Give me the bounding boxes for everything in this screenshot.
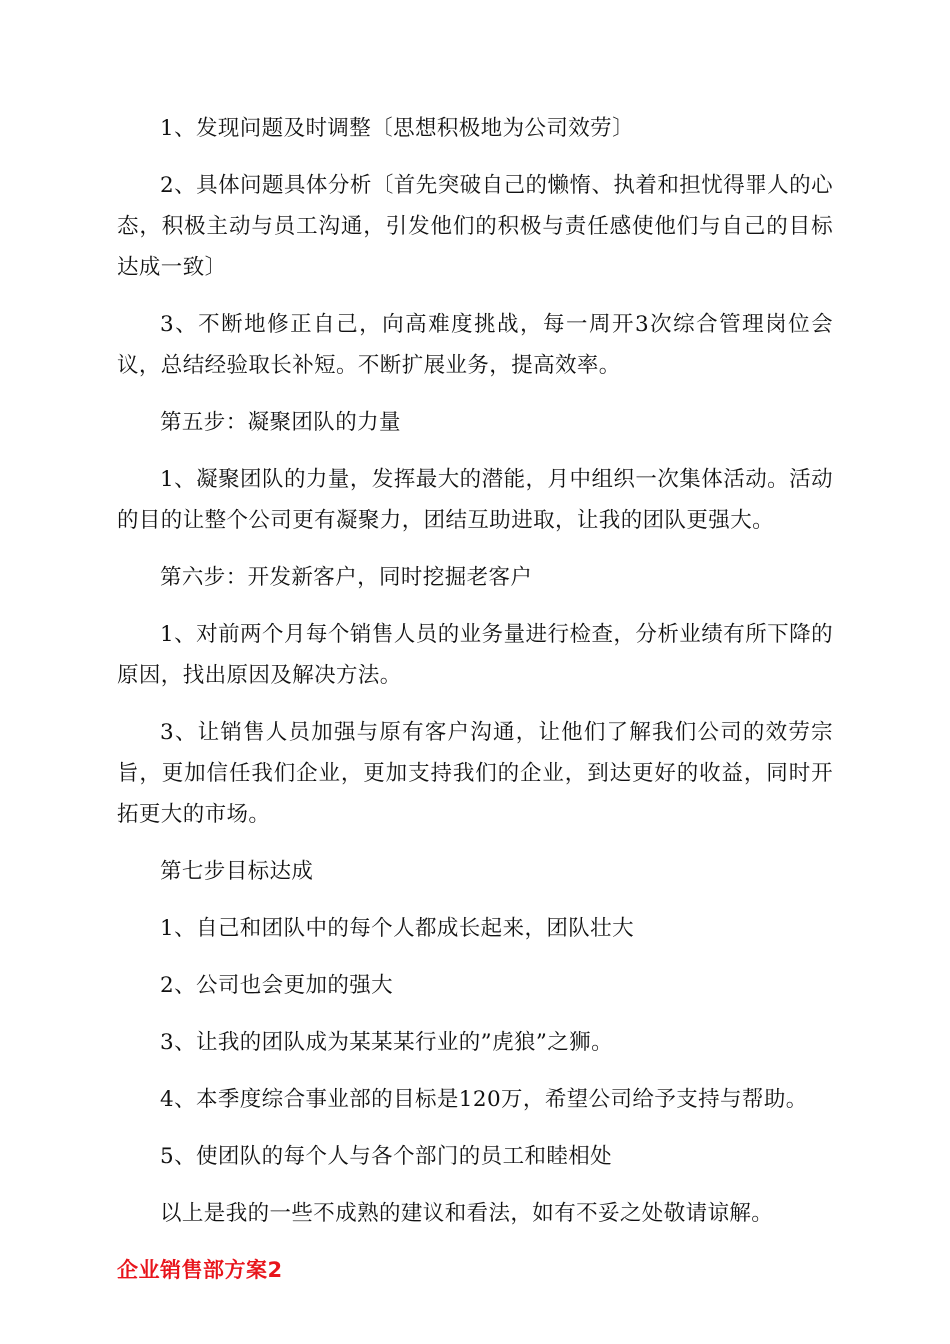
paragraph-specific-analysis: 2、具体问题具体分析〔首先突破自己的懒惰、执着和担忧得罪人的心态，积极主动与员工沟通，引发他们的积极与责任感使他们与自己的目标达成一致〕	[117, 173, 833, 280]
paragraph-review-sales: 1、对前两个月每个销售人员的业务量进行检查，分析业绩有所下降的原因，找出原因及解决方法。	[117, 622, 833, 688]
paragraph-team-cohesion: 1、凝聚团队的力量，发挥最大的潜能，月中组织一次集体活动。活动的目的让整个公司更有凝聚力，团结互助进取，让我的团队更强大。	[117, 467, 833, 533]
paragraph-customer-communication: 3、让销售人员加强与原有客户沟通，让他们了解我们公司的效劳宗旨，更加信任我们企业，更加支持我们的企业，到达更好的收益，同时开拓更大的市场。	[117, 720, 833, 827]
step-six-title: 第六步：开发新客户，同时挖掘老客户	[160, 565, 533, 590]
section-heading: 企业销售部方案2	[117, 1258, 283, 1282]
closing-paragraph: 以上是我的一些不成熟的建议和看法，如有不妥之处敬请谅解。	[160, 1201, 774, 1226]
goal-item-5: 5、使团队的每个人与各个部门的员工和睦相处	[160, 1144, 613, 1169]
goal-item-2: 2、公司也会更加的强大	[160, 973, 394, 998]
step-seven-title: 第七步目标达成	[160, 859, 314, 884]
goal-item-1: 1、自己和团队中的每个人都成长起来，团队壮大	[160, 916, 634, 941]
goal-item-3: 3、让我的团队成为某某某行业的”虎狼”之狮。	[160, 1030, 613, 1055]
document-body	[117, 108, 833, 1290]
paragraph-self-correction: 3、不断地修正自己，向高难度挑战，每一周开3次综合管理岗位会议，总结经验取长补短。不断扩展业务，提高效率。	[117, 312, 833, 378]
paragraph-adjust-issues: 1、发现问题及时调整〔思想积极地为公司效劳〕	[160, 116, 634, 141]
goal-item-4: 4、本季度综合事业部的目标是120万，希望公司给予支持与帮助。	[160, 1087, 808, 1112]
step-five-title: 第五步：凝聚团队的力量	[160, 410, 401, 435]
